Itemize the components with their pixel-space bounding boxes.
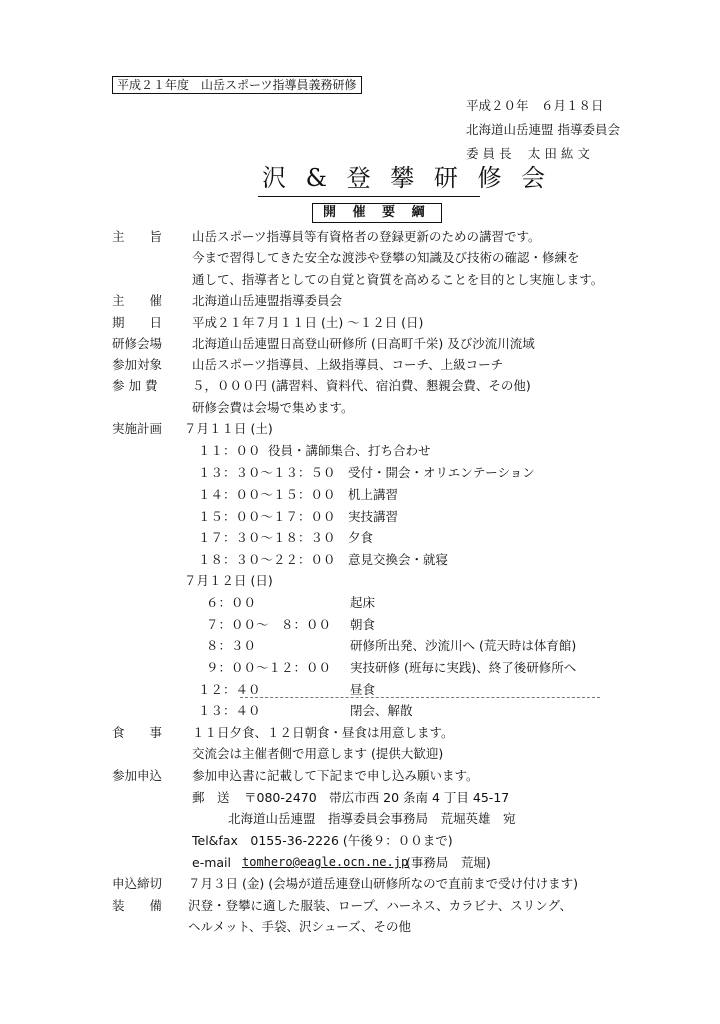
office-address: 北海道山岳連盟 指導委員会事務局 荒堀英雄 宛 [228,811,516,826]
schedule-time: ９：００～１２：００ [206,660,332,675]
deadline-value: ７月３日 (金) (会場が道岳連登山研修所なので直前まで受け付けます) [188,876,578,891]
purpose-line: 今まで習得してきた安全な渡渉や登攀の知識及び技術の確認・修練を [192,250,580,265]
page-title: 沢 & 登 攀 研 修 会 [262,164,552,192]
target-value: 山岳スポーツ指導員、上級指導員、コーチ、上級コーチ [192,357,504,372]
tel-fax: Tel&fax 0155-36-2226 (午後９：００まで) [192,833,453,848]
venue-label: 研修会場 [112,336,163,351]
schedule-time: ８：３０ [206,638,257,653]
deadline-label: 申込締切 [112,876,163,891]
plan-day2-label: ７月１２日 (日) [184,573,273,588]
equipment-line: 沢登・登攀に適した服装、ロープ、ハーネス、カラビナ、スリング、 [188,898,573,913]
schedule-desc: 閉会、解散 [350,703,413,718]
issue-date: 平成２０年 ６月１８日 [466,98,604,113]
schedule-desc: 実技研修 (班毎に実践)、終了後研修所へ [350,660,577,675]
email-note: (事務局 荒堀) [406,855,491,870]
target-label: 参加対象 [112,357,163,372]
purpose-line: 通して、指導者としての自覚と資質を高めることを目的とし実施します。 [192,272,604,287]
apply-label: 参加申込 [112,768,163,783]
page-subtitle: 開 催 要 綱 [312,203,442,223]
apply-intro: 参加申込書に記載して下記まで申し込み願います。 [192,768,479,783]
scan-dashed-line [240,697,600,698]
schedule-time: １７：３０～１８：３０ [198,530,336,545]
venue-value: 北海道山岳連盟日高登山研修所 (日高町千栄) 及び沙流川流域 [192,336,535,351]
schedule-time: １８：３０～２２：００ [198,552,336,567]
fee-label: 参 加 費 [112,378,158,393]
schedule-time: １３：３０～１３：５０ [198,465,336,480]
purpose-label: 主 旨 [112,229,163,244]
schedule-time: １２：４０ [198,682,261,697]
equipment-line: ヘルメット、手袋、沢シューズ、その他 [188,919,412,934]
period-label: 期 日 [112,315,163,330]
schedule-time: ７：００～ ８：００ [206,617,332,632]
plan-day1-label: ７月１１日 (土) [184,421,273,436]
schedule-time: ６：００ [206,595,257,610]
schedule-desc: 昼食 [350,682,376,697]
mail-address: 〒080-2470 帯広市西 20 条南 4 丁目 45-17 [244,790,510,805]
schedule-time: １５：００～１７：００ [198,509,336,524]
schedule-time: １４：００～１５：００ [198,487,336,502]
schedule-desc: 夕食 [348,530,374,545]
schedule-time: １３：４０ [198,703,261,718]
schedule-desc: 机上講習 [348,487,399,502]
schedule-desc: 起床 [350,595,376,610]
organization: 北海道山岳連盟 指導委員会 [466,122,620,137]
equipment-label: 装 備 [112,898,163,913]
fee-value: ５，０００円 (講習料、資料代、宿泊費、懇親会費、その他) [192,378,531,393]
schedule-desc: 実技講習 [348,509,399,524]
schedule-desc: 役員・講師集合、打ち合わせ [268,443,431,458]
schedule-desc: 朝食 [350,617,376,632]
chairman: 委 員 長 太 田 紘 文 [466,146,590,161]
schedule-desc: 受付・開会・オリエンテーション [348,465,535,480]
email-label: e-mail [192,855,231,870]
schedule-time: １１：００ [198,443,261,458]
schedule-desc: 研修所出発、沙流川へ (荒天時は体育館) [350,638,577,653]
host-label: 主 催 [112,293,163,308]
meals-line: 交流会は主催者側で用意します (提供大歓迎) [192,746,444,761]
mail-label: 郵 送 [192,790,230,805]
header-box: 平成２１年度 山岳スポーツ指導員義務研修 [112,76,362,94]
meals-line: １１日夕食、１２日朝食・昼食は用意します。 [192,725,454,740]
fee-note: 研修会費は会場で集めます。 [192,400,354,415]
title-underline [258,196,480,197]
schedule-desc: 意見交換会・就寝 [348,552,449,567]
email-link[interactable]: tomhero@eagle.ocn.ne.jp [242,855,409,869]
period-value: 平成２１年７月１１日 (土) ～１２日 (日) [192,315,424,330]
purpose-line: 山岳スポーツ指導員等有資格者の登録更新のための講習です。 [192,229,541,244]
meals-label: 食 事 [112,725,163,740]
plan-label: 実施計画 [112,421,163,436]
host-value: 北海道山岳連盟指導委員会 [192,293,343,308]
